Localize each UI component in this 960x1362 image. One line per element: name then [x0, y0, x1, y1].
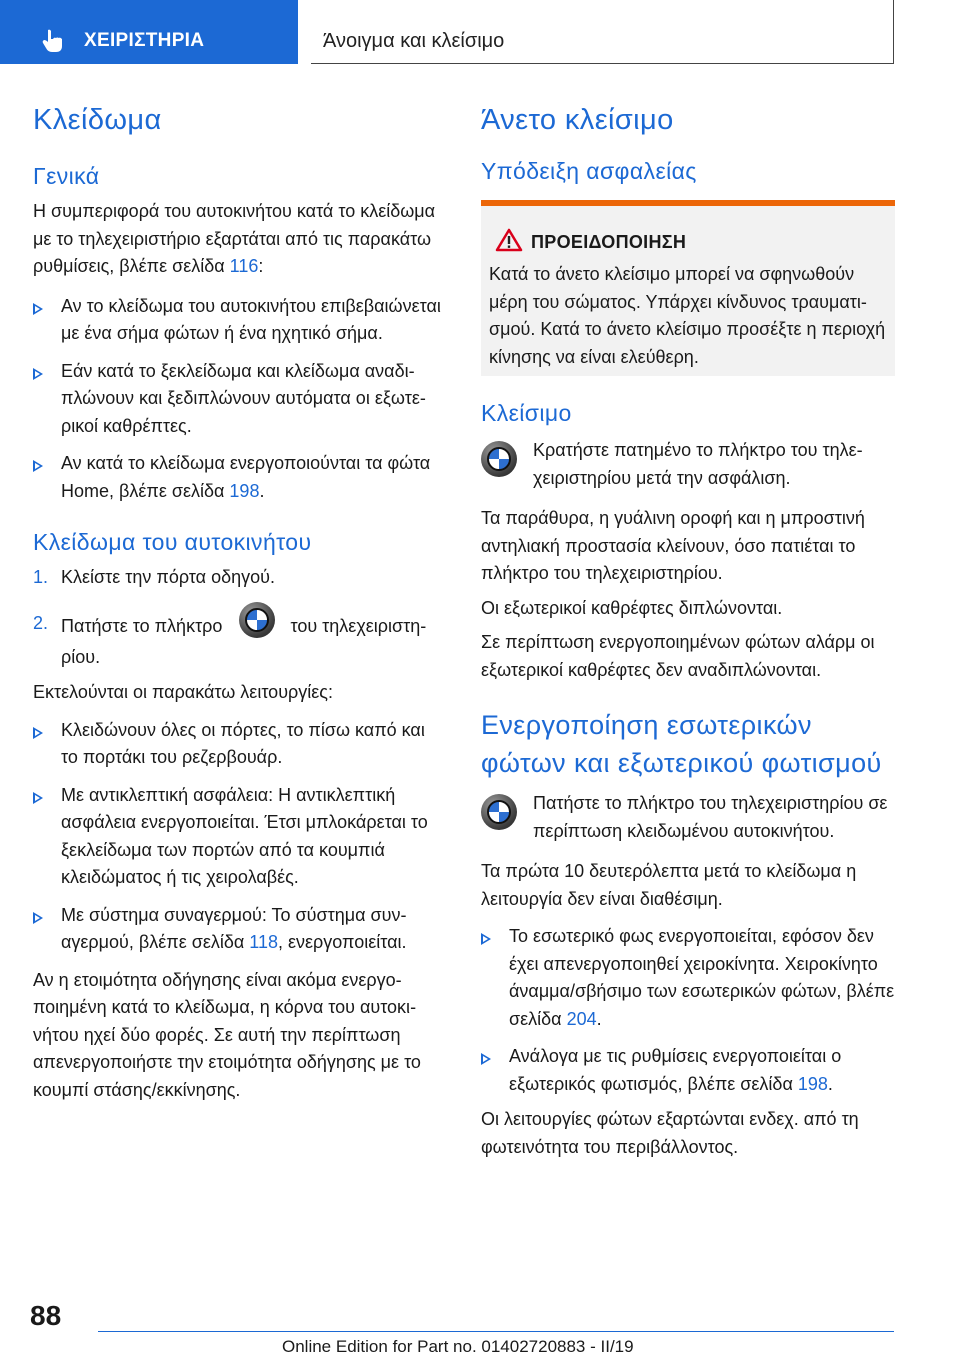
- triangle-bullet-icon: [33, 368, 43, 380]
- footer-divider: [98, 1331, 894, 1332]
- list-item: Με σύστημα συναγερμού: Το σύστημα συναγερμού, βλέπε σελίδα 118, ενεργοποιείται.: [33, 902, 446, 957]
- step-item: 1. Κλείστε την πόρτα οδηγού.: [33, 567, 275, 587]
- settings-list: [33, 293, 446, 506]
- step-item: 2. Πατήστε το πλήκτρο του τηλεχειριστηρίου.: [33, 610, 446, 672]
- left-column: [33, 96, 446, 1104]
- list-item: Εάν κατά το ξεκλείδωμα και κλείδωμα αναδιπλώνουν και ξεδιπλώνουν αυτόματα οι εξωτερικοί καθρέπτες.: [33, 358, 446, 441]
- horn-paragraph: Αν η ετοιμότητα οδήγησης είναι ακόμα ενεργοποιημένη κατά το κλείδωμα, η κόρνα του αυτοκινήτου ηχεί δύο φορές. Σε αυτή την περίπτωση απενεργοποιήστε την ετοιμότητα οδήγησης με το κουμπί στάσης/εκκίνησης.: [33, 969, 421, 1100]
- lock-car-heading: Κλείδωμα του αυτοκινήτου: [33, 529, 312, 555]
- page-ref-link[interactable]: 204: [566, 1008, 597, 1029]
- list-item: Το εσωτερικό φως ενεργοποιείται, εφόσον δεν έχει απενεργοποιηθεί χειροκίνητα. Χειροκίνητο άναμμα/σβήσιμο των εσωτερικών φώτων, βλέπε σελίδα 204.: [481, 923, 895, 1033]
- warning-title: ΠΡΟΕΙΔΟΠΟΙΗΣΗ: [531, 232, 687, 252]
- safety-heading: Υπόδειξη ασφαλείας: [481, 158, 697, 184]
- page-ref-link[interactable]: 198: [229, 480, 260, 501]
- page-ref-link[interactable]: 118: [249, 932, 278, 952]
- warning-box: [481, 200, 895, 376]
- triangle-bullet-icon: [481, 933, 491, 945]
- general-paragraph: Η συμπεριφορά του αυτοκινήτου κατά το κλείδωμα με το τηλεχειριστήριο εξαρτάται από τις παρακάτω ρυθμίσεις, βλέπε σελίδα 116:: [33, 201, 436, 276]
- section-tab-label: ΧΕΙΡΙΣΤΗΡΙΑ: [84, 30, 205, 51]
- page-ref-link[interactable]: 116: [229, 256, 259, 276]
- delay-paragraph: Τα πρώτα 10 δευτερόλεπτα μετά το κλείδωμα η λειτουργία δεν είναι διαθέσιμη.: [481, 861, 857, 909]
- list-item: Αν το κλείδωμα του αυτοκινήτου επιβεβαιώνεται με ένα σήμα φώτων ή ένα ηχητικό σήμα.: [33, 293, 446, 348]
- page-number: 88: [30, 1300, 62, 1331]
- closing-paragraph: Τα παράθυρα, η γυάλινη οροφή και η μπροστινή αντηλιακή προστασία κλείνουν, όσο πατιέται το πλήκτρο του τηλεχειριστηρίου.: [481, 508, 865, 583]
- edition-note: Online Edition for Part no. 01402720883 - II/19: [282, 1337, 634, 1356]
- locking-title: Κλείδωμα: [33, 104, 162, 136]
- ambient-paragraph: Οι λειτουργίες φώτων εξαρτώνται ενδεχ. από τη φωτεινότητα του περιβάλλοντος.: [481, 1109, 859, 1157]
- warning-text: Κατά το άνετο κλείσιμο μπορεί να σφηνωθούν μέρη του σώματος. Υπάρχει κίνδυνος τραυματισμού. Κατά το άνετο κλείσιμο προσέξτε η περιοχή κίνησης να είναι ελεύθερη.: [489, 264, 886, 367]
- bmw-key-button-icon: [239, 602, 275, 638]
- triangle-bullet-icon: [33, 727, 43, 739]
- triangle-bullet-icon: [33, 303, 43, 315]
- warning-triangle-icon: [495, 228, 523, 252]
- bmw-key-button-icon: [481, 794, 517, 830]
- list-item: Αν κατά το κλείδωμα ενεργοποιούνται τα φώτα Home, βλέπε σελίδα 198.: [33, 450, 446, 505]
- lights-list: [481, 923, 895, 1098]
- comfort-close-title: Άνετο κλείσιμο: [481, 104, 674, 136]
- lights-instruction: Πατήστε το πλήκτρο του τηλεχειριστηρίου σε περίπτωση κλειδωμένου αυτοκινήτου.: [481, 790, 895, 846]
- closing-instruction: Κρατήστε πατημένο το πλήκτρο του τηλεχειριστηρίου μετά την ασφάλιση.: [481, 437, 895, 493]
- triangle-bullet-icon: [33, 792, 43, 804]
- list-item: Κλειδώνουν όλες οι πόρτες, το πίσω καπό και το πορτάκι του ρεζερβουάρ.: [33, 717, 446, 772]
- list-item: Με αντικλεπτική ασφάλεια: Η αντικλεπτική ασφάλεια ενεργοποιείται. Έτσι μπλοκάρεται το ξεκλείδωμα των πορτών από τα κουμπιά κλειδώματος ή τις χειρολαβές.: [33, 782, 446, 892]
- triangle-bullet-icon: [33, 912, 43, 924]
- functions-intro: Εκτελούνται οι παρακάτω λειτουργίες:: [33, 682, 333, 702]
- hazard-paragraph: Σε περίπτωση ενεργοποιημένων φώτων αλάρμ οι εξωτερικοί καθρέφτες δεν αναδιπλώνονται.: [481, 632, 875, 680]
- mirrors-paragraph: Οι εξωτερικοί καθρέφτες διπλώνονται.: [481, 597, 783, 618]
- closing-heading: Κλείσιμο: [481, 400, 572, 426]
- triangle-bullet-icon: [33, 460, 43, 472]
- lights-heading: Ενεργοποίηση εσωτερικών φώτων και εξωτερικού φωτισμού: [481, 710, 882, 778]
- chapter-title: Άνοιγμα και κλείσιμο: [323, 30, 505, 52]
- bmw-key-button-icon: [481, 441, 517, 477]
- section-tab: [0, 0, 298, 64]
- right-column: [481, 96, 895, 1157]
- hand-pointer-icon: [40, 28, 66, 54]
- triangle-bullet-icon: [481, 1053, 491, 1065]
- chapter-header: [311, 0, 894, 64]
- page-ref-link[interactable]: 198: [797, 1073, 828, 1094]
- functions-list: [33, 717, 446, 957]
- list-item: Ανάλογα με τις ρυθμίσεις ενεργοποιείται ο εξωτερικός φωτισμός, βλέπε σελίδα 198.: [481, 1043, 895, 1098]
- general-heading: Γενικά: [33, 163, 100, 189]
